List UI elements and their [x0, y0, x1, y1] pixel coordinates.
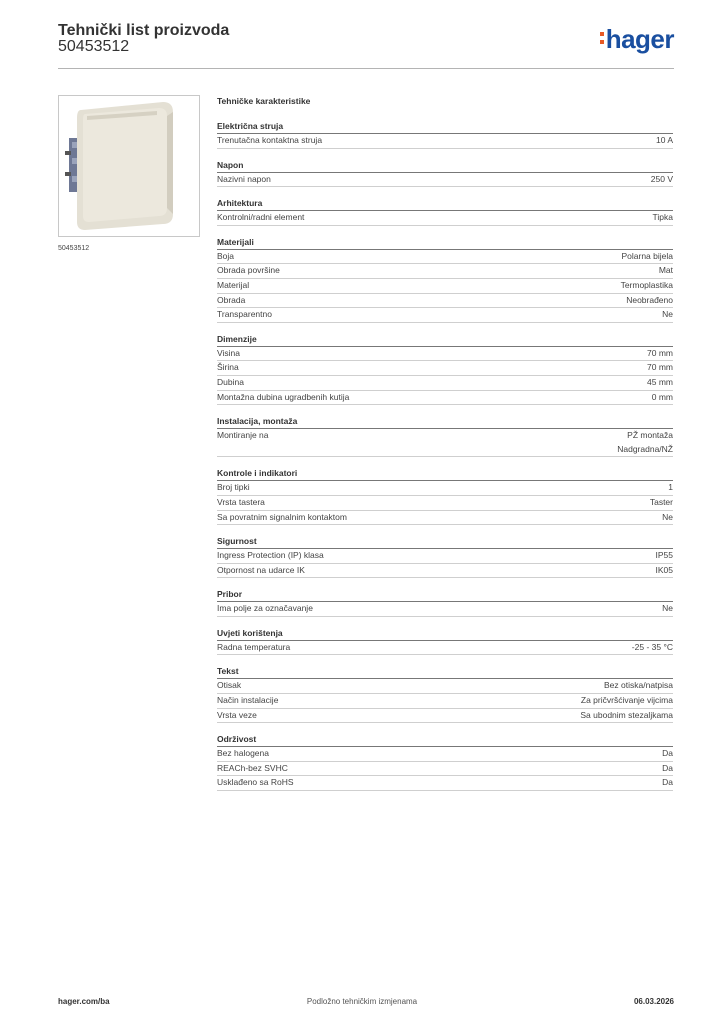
spec-value-line: Bez otiska/natpisa: [604, 680, 673, 691]
spec-value: [656, 564, 674, 578]
spec-row: [217, 694, 673, 709]
spec-value-line: Da: [662, 748, 673, 759]
spec-group: [217, 665, 673, 723]
spec-group: [217, 535, 673, 578]
spec-value-line: Polarna bijela: [621, 250, 673, 261]
spec-value: [662, 511, 673, 525]
spec-value-line: Nadgradna/NŽ: [617, 443, 673, 454]
spec-value: [668, 481, 673, 495]
spec-value-line: Za pričvršćivanje vijcima: [580, 695, 673, 706]
spec-label: Otpornost na udarce IK: [217, 564, 305, 575]
spec-group: [217, 415, 673, 457]
spec-row: [217, 496, 673, 511]
spec-value-line: Ne: [662, 603, 673, 614]
spec-group-title: Tekst: [217, 665, 673, 679]
spec-value-line: PŽ montaža: [627, 430, 673, 441]
footer-date: 06.03.2026: [633, 997, 674, 1006]
spec-value: [652, 391, 673, 405]
spec-label: Otisak: [217, 680, 242, 691]
spec-group-title: Kontrole i indikatori: [217, 467, 673, 481]
spec-row: [217, 511, 673, 526]
hager-logo: [600, 26, 674, 52]
spec-label: Ingress Protection (IP) klasa: [217, 550, 324, 561]
document-code: 50453512: [58, 38, 130, 55]
spec-value-line: Termoplastika: [620, 279, 673, 290]
spec-row: [217, 776, 673, 791]
spec-row: [217, 747, 673, 762]
spec-row: [217, 279, 673, 294]
spec-group: [217, 197, 673, 226]
spec-row: [217, 481, 673, 496]
spec-value: [662, 776, 673, 790]
spec-row: [217, 602, 673, 617]
spec-group-title: Napon: [217, 159, 673, 173]
spec-row: [217, 173, 673, 188]
spec-group-title: Električna struja: [217, 120, 673, 134]
spec-row: [217, 391, 673, 406]
spec-row: [217, 308, 673, 323]
spec-row: [217, 429, 673, 457]
spec-group: [217, 120, 673, 149]
spec-group: [217, 627, 673, 656]
spec-value: [656, 134, 673, 148]
product-image: [58, 95, 200, 237]
spec-label: Obrada površine: [217, 265, 280, 276]
spec-label: Nazivni napon: [217, 173, 271, 184]
spec-value: [604, 679, 673, 693]
spec-value-line: 0 mm: [651, 391, 673, 402]
spec-value: [647, 376, 673, 390]
spec-group-title: Sigurnost: [217, 535, 673, 549]
spec-value-line: Ne: [662, 309, 673, 320]
spec-group-title: Dimenzije: [217, 333, 673, 347]
switch-product-icon: [59, 96, 199, 236]
spec-value-line: 1: [668, 482, 673, 493]
spec-row: [217, 564, 673, 579]
spec-value-line: Ne: [662, 511, 673, 522]
spec-label: Trenutačna kontaktna struja: [217, 135, 323, 145]
spec-label: Kontrolni/radni element: [217, 212, 305, 223]
spec-group-title: Arhitektura: [217, 197, 673, 211]
spec-value: [662, 308, 673, 322]
footer-notice: Podložno tehničkim izmjenama: [306, 997, 418, 1006]
spec-value: [617, 429, 673, 456]
spec-label: Dubina: [217, 376, 244, 387]
spec-label: Boja: [217, 250, 235, 261]
spec-value-line: Taster: [649, 496, 673, 507]
spec-group-title: Održivost: [217, 733, 673, 747]
spec-group: [217, 588, 673, 617]
spec-value-line: 70 mm: [647, 347, 673, 358]
footer-website[interactable]: hager.com/ba: [58, 997, 110, 1006]
spec-value-line: -25 - 35 °C: [631, 641, 673, 652]
spec-value-line: 250 V: [650, 173, 673, 184]
spec-row: [217, 250, 673, 265]
spec-row: [217, 679, 673, 694]
spec-label: Način instalacije: [217, 695, 279, 706]
spec-row: [217, 347, 673, 362]
spec-value: [651, 173, 673, 187]
spec-label: Bez halogena: [217, 748, 269, 759]
spec-label: Ima polje za označavanje: [217, 603, 313, 614]
spec-value: [647, 347, 673, 361]
spec-row: [217, 361, 673, 376]
spec-row: [217, 376, 673, 391]
logo-text: hager: [605, 24, 674, 54]
spec-row: [217, 294, 673, 309]
spec-label: Usklađeno sa RoHS: [217, 777, 294, 788]
spec-value: [650, 496, 673, 510]
spec-label: Vrsta tastera: [217, 496, 265, 507]
spec-value: [621, 279, 673, 293]
spec-label: Obrada: [217, 294, 246, 305]
spec-label: Broj tipki: [217, 482, 250, 493]
spec-value: [659, 264, 673, 278]
spec-value-line: IP55: [655, 550, 673, 561]
spec-row: [217, 134, 673, 149]
logo-dots-icon: [600, 26, 604, 48]
spec-row: [217, 264, 673, 279]
specifications-title: Tehničke karakteristike: [217, 96, 311, 106]
spec-group-title: Pribor: [217, 588, 673, 602]
spec-group: [217, 733, 673, 791]
spec-label: Visina: [217, 347, 240, 358]
spec-group-title: Uvjeti korištenja: [217, 627, 673, 641]
product-caption: 50453512: [58, 245, 90, 252]
spec-row: [217, 709, 673, 724]
spec-value-line: 10 A: [655, 135, 673, 145]
spec-value: [662, 762, 673, 776]
header-divider: [58, 68, 674, 69]
spec-group: [217, 159, 673, 188]
spec-value-line: Sa ubodnim stezaljkama: [580, 709, 673, 720]
spec-group: [217, 236, 673, 323]
spec-label: Materijal: [217, 279, 250, 290]
spec-groups: [217, 120, 673, 791]
spec-value-line: Mat: [658, 265, 673, 276]
spec-value-line: Da: [662, 762, 673, 773]
spec-row: [217, 641, 673, 656]
spec-value: [581, 694, 673, 708]
spec-group-title: Materijali: [217, 236, 673, 250]
spec-value: [653, 211, 673, 225]
spec-row: [217, 211, 673, 226]
spec-group: [217, 467, 673, 525]
spec-group-title: Instalacija, montaža: [217, 415, 673, 429]
spec-label: Montažna dubina ugradbenih kutija: [217, 391, 350, 402]
spec-value-line: 70 mm: [647, 362, 673, 373]
spec-value: [632, 641, 673, 655]
specifications-table: [217, 96, 673, 801]
spec-value: [626, 294, 673, 308]
spec-value-line: Da: [662, 777, 673, 788]
spec-value: [647, 361, 673, 375]
spec-value-line: Neobrađeno: [626, 294, 673, 305]
spec-value: [662, 602, 673, 616]
spec-value-line: 45 mm: [647, 376, 673, 387]
spec-label: Montiranje na: [217, 430, 269, 441]
spec-value-line: Tipka: [652, 212, 673, 223]
spec-label: Širina: [217, 362, 239, 373]
spec-row: [217, 549, 673, 564]
spec-value-line: IK05: [655, 564, 673, 575]
document-title: Tehnički list proizvoda: [58, 22, 230, 39]
spec-label: Transparentno: [217, 309, 272, 320]
spec-value: [580, 709, 673, 723]
spec-group: [217, 333, 673, 405]
spec-value: [656, 549, 674, 563]
spec-label: Radna temperatura: [217, 641, 291, 652]
spec-row: [217, 762, 673, 777]
spec-label: Vrsta veze: [217, 709, 257, 720]
spec-value: [621, 250, 673, 264]
spec-value: [662, 747, 673, 761]
spec-label: Sa povratnim signalnim kontaktom: [217, 511, 347, 522]
spec-label: REACh-bez SVHC: [217, 762, 288, 773]
